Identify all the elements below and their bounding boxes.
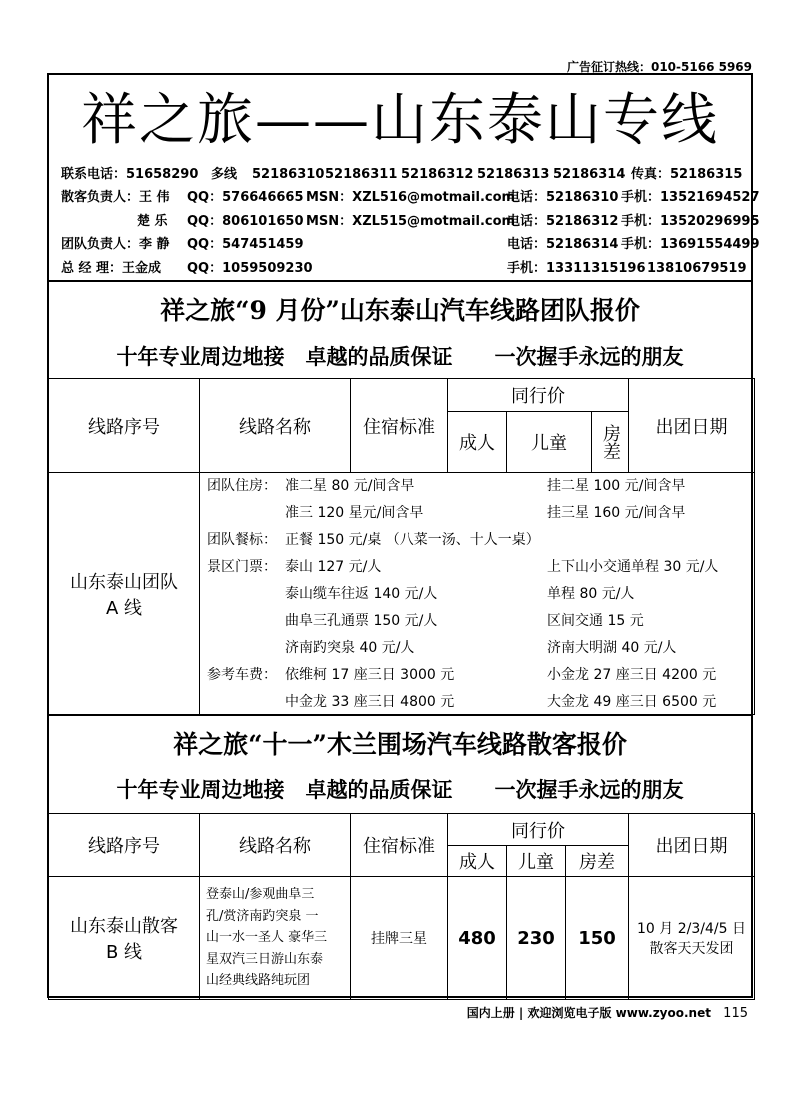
detail-label: 团队住房： [207, 478, 277, 494]
header-lodging: 住宿标准 [350, 378, 448, 473]
contact-qq: QQ：576646665 [187, 190, 304, 206]
header-route-no: 线路序号 [48, 378, 200, 473]
detail-label: 参考车费： [207, 667, 277, 683]
route-a-sub: A 线 [105, 597, 143, 619]
page-number: 115 [723, 1006, 748, 1021]
route-a-cell [48, 472, 200, 715]
detail-item: 济南趵突泉 40 元/人 [285, 640, 415, 656]
header-room-diff: 房差 [565, 845, 629, 877]
route-b-departure [628, 876, 755, 1000]
desc-line: 星双汽三日游山东泰 [206, 951, 324, 967]
contact-person: 总 经 理：王金成 [61, 260, 162, 276]
departure-line: 散客天天发团 [649, 941, 734, 957]
detail-item: 区间交通 15 元 [547, 613, 644, 629]
header-lodging: 住宿标准 [350, 813, 448, 877]
contact-msn: MSN：XZL515@motmail.com [306, 213, 516, 229]
route-b-desc-cell [199, 876, 351, 1000]
detail-label: 团队餐标： [207, 532, 277, 548]
desc-line: 登泰山/参观曲阜三 [206, 887, 315, 903]
header-route-no: 线路序号 [48, 813, 200, 877]
header-route-name: 线路名称 [199, 378, 351, 473]
contact-fax: 传真：52186315 [631, 167, 743, 182]
contact-qq: QQ：806101650 [187, 213, 304, 229]
route-a-label: 山东泰山团队 [70, 571, 178, 593]
header-adult: 成人 [447, 411, 507, 473]
detail-item: 泰山 127 元/人 [285, 559, 382, 575]
detail-item: 单程 80 元/人 [547, 586, 635, 602]
contact-tel: 电话：52186310 [507, 190, 619, 206]
page-frame [47, 73, 760, 998]
contact-mobile: 手机：13691554499 [621, 237, 760, 253]
contact-qq: QQ：547451459 [187, 237, 304, 253]
header-adult: 成人 [447, 845, 507, 877]
page-footer [467, 1004, 748, 1021]
contact-multiline-label: 多线 [211, 167, 238, 182]
contact-block [61, 163, 760, 280]
page-title: 祥之旅——山东泰山专线 [81, 88, 719, 153]
detail-item: 依维柯 17 座三日 3000 元 [285, 667, 455, 683]
contact-person: 散客负责人：王 伟 [61, 190, 170, 206]
header-departure: 出团日期 [628, 813, 755, 877]
contact-line: 52186310 [252, 167, 325, 182]
contact-person: 楚 乐 [137, 213, 168, 229]
detail-item: 中金龙 33 座三日 4800 元 [285, 694, 455, 710]
detail-item: 挂三星 160 元/间含早 [547, 505, 686, 521]
contact-qq: QQ：1059509230 [187, 260, 313, 276]
contact-mobile: 手机：13520296995 [621, 213, 760, 229]
detail-item: 准二星 80 元/间含早 [285, 478, 415, 494]
section-b-slogan: 十年专业周边地接 卓越的品质保证 一次握手永远的朋友 [116, 777, 684, 802]
detail-item: 济南大明湖 40 元/人 [547, 640, 677, 656]
route-b-sub: B 线 [105, 942, 143, 963]
route-b-room-diff: 150 [565, 876, 629, 1000]
detail-item: 小金龙 27 座三日 4200 元 [547, 667, 717, 683]
section-b-title: 祥之旅“十一”木兰围场汽车线路散客报价 [173, 730, 627, 759]
divider [49, 280, 751, 282]
route-b-cell [48, 876, 200, 1000]
contact-line: 52186314 [553, 167, 626, 182]
contact-phone: 联系电话：51658290 [61, 167, 199, 182]
header-peer-price: 同行价 [447, 813, 629, 846]
desc-line: 孔/赏济南趵突泉 一 [206, 908, 319, 924]
detail-item: 曲阜三孔通票 150 元/人 [285, 613, 438, 629]
detail-item: 准三 120 星元/间含早 [285, 505, 424, 521]
route-b-label: 山东泰山散客 [70, 916, 178, 937]
section-a-title: 祥之旅“9 月份”山东泰山汽车线路团队报价 [160, 296, 640, 325]
header-child: 儿童 [506, 845, 566, 877]
contact-line: 52186313 [477, 167, 550, 182]
detail-item: 挂二星 100 元/间含早 [547, 478, 686, 494]
contact-line: 52186312 [401, 167, 474, 182]
contact-mobile: 手机：13521694527 [621, 190, 760, 206]
contact-mobile: 13810679519 [647, 260, 747, 276]
header-child: 儿童 [506, 411, 592, 473]
contact-mobile: 手机：13311315196 [507, 260, 646, 276]
route-b-child-price: 230 [506, 876, 566, 1000]
detail-item: 泰山缆车往返 140 元/人 [285, 586, 438, 602]
contact-msn: MSN：XZL516@motmail.com [306, 190, 516, 206]
route-a-details [207, 475, 747, 711]
contact-tel: 电话：52186312 [507, 213, 619, 229]
departure-line: 10 月 2/3/4/5 日 [637, 921, 746, 937]
section-a-slogan: 十年专业周边地接 卓越的品质保证 一次握手永远的朋友 [116, 344, 684, 369]
header-departure: 出团日期 [628, 378, 755, 473]
header-room-diff: 房差 [591, 411, 629, 473]
header-route-name: 线路名称 [199, 813, 351, 877]
desc-line: 山经典线路纯玩团 [206, 973, 311, 989]
detail-item: 正餐 150 元/桌 （八菜一汤、十人一桌） [285, 532, 540, 548]
contact-person: 团队负责人：李 静 [61, 237, 170, 253]
route-b-adult-price: 480 [447, 876, 507, 1000]
divider [49, 714, 751, 716]
route-b-lodging: 挂牌三星 [350, 876, 448, 1000]
contact-line: 52186311 [325, 167, 398, 182]
detail-item: 上下山小交通单程 30 元/人 [547, 559, 719, 575]
detail-item: 大金龙 49 座三日 6500 元 [547, 694, 717, 710]
footer-text: 国内上册 | 欢迎浏览电子版 www.zyoo.net [466, 1006, 711, 1020]
desc-line: 山一水一圣人 豪华三 [206, 930, 328, 946]
header-peer-price: 同行价 [447, 378, 629, 412]
contact-tel: 电话：52186314 [507, 237, 619, 253]
ad-hotline: 广告征订热线：010-5166 5969 [566, 60, 752, 74]
detail-label: 景区门票： [207, 559, 277, 575]
route-b-desc [200, 884, 350, 992]
